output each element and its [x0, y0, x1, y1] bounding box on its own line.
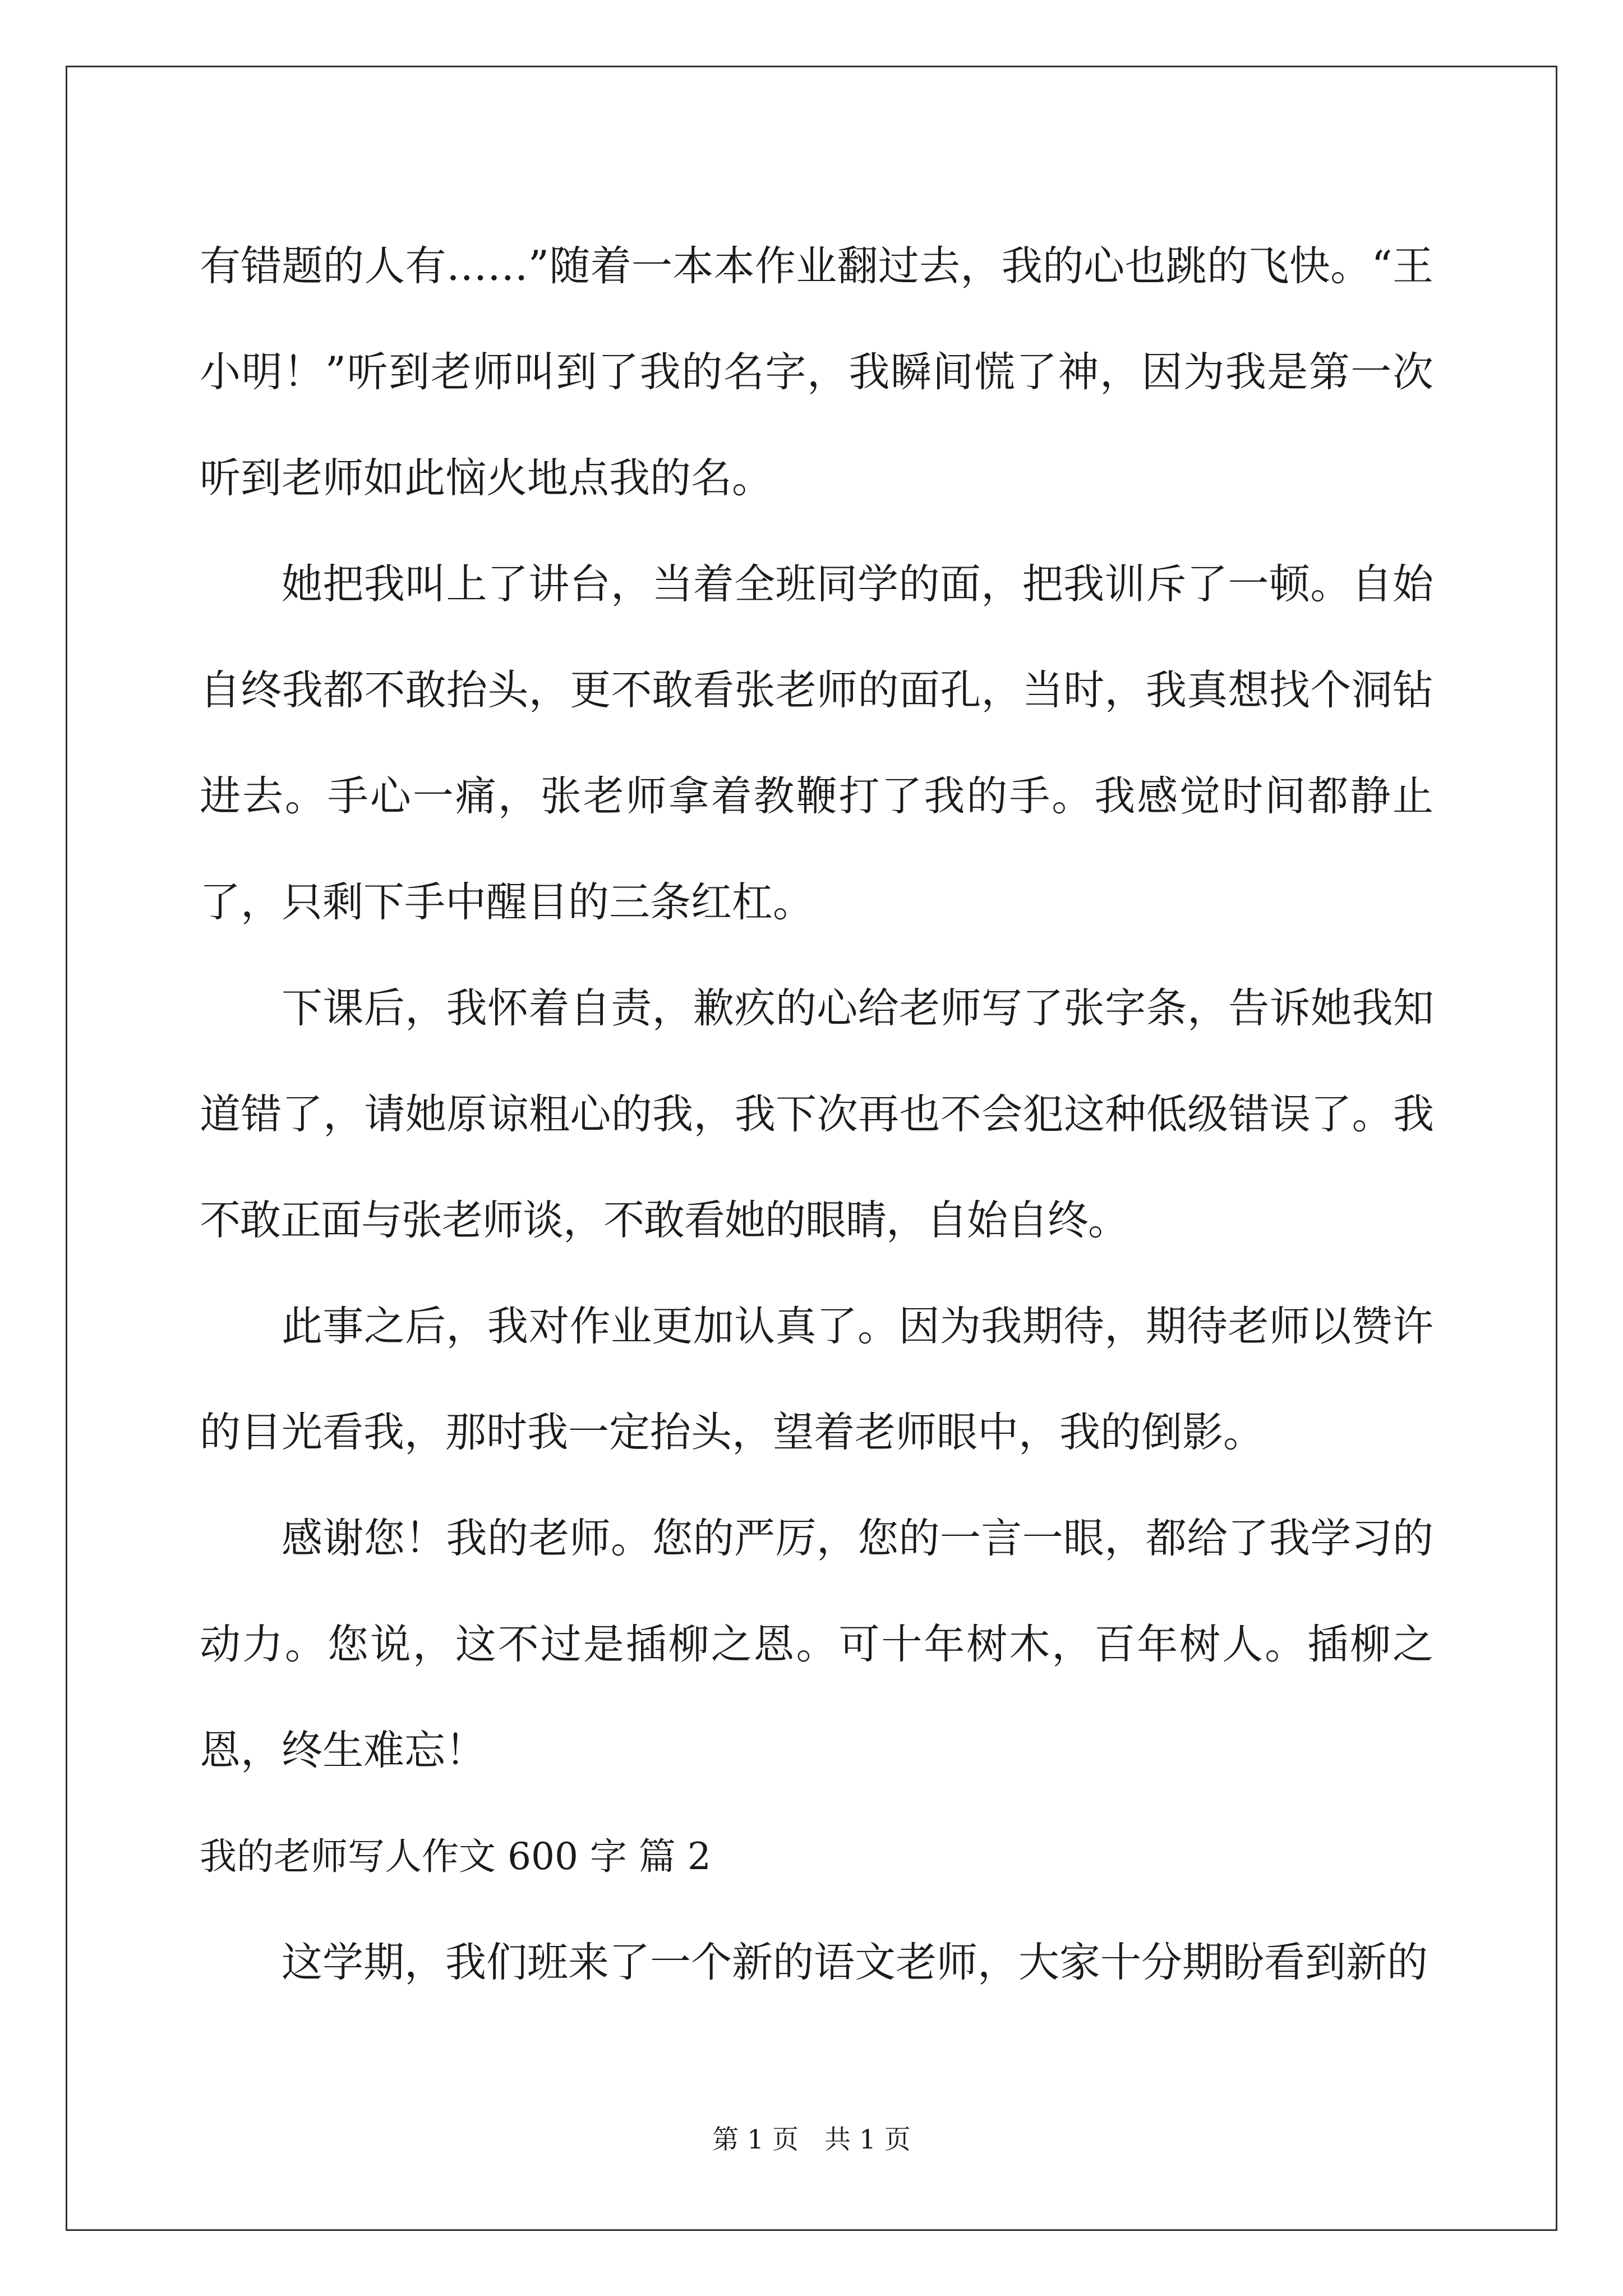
- paragraph-3: 下课后，我怀着自责，歉疚的心给老师写了张字条，告诉她我知道错了，请她原谅粗心的我，我下次再也不会犯这种低级错误了。我不敢正面与张老师谈，不敢看她的眼睛，自始自终。: [200, 984, 1433, 1244]
- section-heading: 我的老师写人作文 600 字 篇 2: [200, 1835, 711, 1878]
- paragraph-2: 她把我叫上了讲台，当着全班同学的面，把我训斥了一顿。自始自终我都不敢抬头，更不敢看张老师的面孔，当时，我真想找个洞钻进去。手心一痛，张老师拿着教鞭打了我的手。我感觉时间都静止了，只剩下手中醒目的三条红杠。: [200, 560, 1433, 926]
- paragraph-6: 这学期，我们班来了一个新的语文老师，大家十分期盼看到新的: [282, 1939, 1428, 1986]
- page-footer: [0, 2123, 1623, 2157]
- page-number-total: 共 1 页: [824, 2124, 911, 2155]
- document-body: [200, 213, 1433, 2016]
- paragraph-5: 感谢您！我的老师。您的严厉，您的一言一眼，都给了我学习的动力。您说，这不过是插柳之恩。可十年树木，百年树人。插柳之恩，终生难忘！: [200, 1515, 1433, 1774]
- paragraph-4: 此事之后，我对作业更加认真了。因为我期待，期待老师以赞许的目光看我，那时我一定抬头，望着老师眼中，我的倒影。: [200, 1303, 1433, 1456]
- page-number-current: 第 1 页: [712, 2124, 799, 2155]
- paragraph-1: 有错题的人有……”随着一本本作业翻过去，我的心也跳的飞快。“王小明！”听到老师叫到了我的名字，我瞬间慌了神，因为我是第一次听到老师如此恼火地点我的名。: [200, 242, 1433, 502]
